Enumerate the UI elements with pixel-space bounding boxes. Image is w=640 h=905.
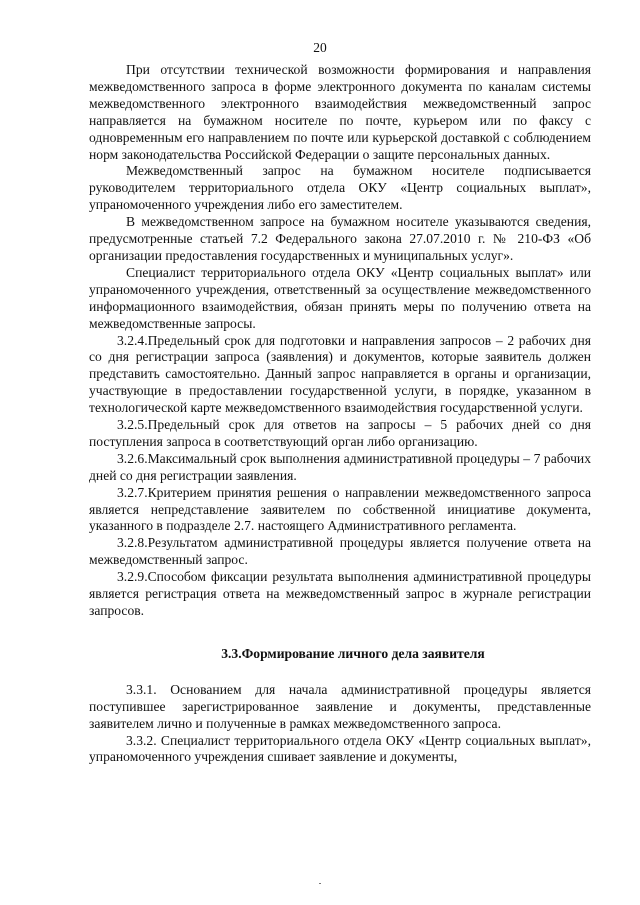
scan-speck [319,883,321,884]
paragraph-3-2-6: 3.2.6.Максимальный срок выполнения административной процедуры – 7 рабочих дней со дня регистрации заявления. [89,450,591,483]
paragraph-3-2-8: 3.2.8.Результатом административной процедуры является получение ответа на межведомственный запрос. [89,535,591,568]
page-number: 20 [313,40,327,55]
document-body [89,62,591,766]
section-heading-3-3: 3.3.Формирование личного дела заявителя [221,645,485,661]
paragraph-paper-request: При отсутствии технической возможности формирования и направления межведомственного запроса в форме электронного документа по каналам системы межведомственного электронного взаимодействия межведомственный запрос направляется на бумажном носителе по почте, курьером или по факсу с одновременным его направлением по почте или курьерской доставкой с соблюдением норм законодательства Российской Федерации о защите персональных данных. [89,62,591,162]
paragraph-3-2-9: 3.2.9.Способом фиксации результата выполнения административной процедуры является регистрация ответа на межведомственный запрос в журнале регистрации запросов. [89,569,591,618]
paragraph-request-contents: В межведомственном запросе на бумажном носителе указываются сведения, предусмотренные статьей 7.2 Федерального закона 27.07.2010 г. № 210-ФЗ «Об организации предоставления государственных и муниципальных услуг». [89,214,591,263]
paragraph-3-2-7: 3.2.7.Критерием принятия решения о направлении межведомственного запроса является непредставление заявителем по собственной инициативе документа, указанного в подразделе 2.7. настоящего Административного регламента. [89,484,591,534]
paragraph-3-3-1: 3.3.1. Основанием для начала административной процедуры является поступившее зарегистрированное заявление и документы, представленные заявителем лично и полученные в рамках межведомственного запроса. [89,681,591,731]
paragraph-3-2-4: 3.2.4.Предельный срок для подготовки и направления запросов – 2 рабочих дня со дня регистрации запроса (заявления) и документов, которые заявитель должен представить самостоятельно. Данный запрос направляется в органы и организации, участвующие в предоставлении государственной услуги, в порядке, указанном в технологической карте межведомственного взаимодействия государственной услуги. [89,332,591,416]
paragraph-3-3-2: 3.3.2. Специалист территориального отдела ОКУ «Центр социальных выплат», упраномоченного учреждения сшивает заявление и документы, [89,732,591,765]
paragraph-3-2-5: 3.2.5.Предельный срок для ответов на запросы – 5 рабочих дней со дня поступления запроса в соответствующий орган либо организацию. [89,417,591,449]
paragraph-request-signature: Межведомственный запрос на бумажном носителе подписывается руководителем территориального отдела ОКУ «Центр социальных выплат», упраномоченного учреждения либо его заместителем. [89,163,591,213]
paragraph-specialist-duty: Специалист территориального отдела ОКУ «Центр социальных выплат» или упраномоченного учреждения, ответственный за осуществление межведомственного информационного взаимодействия, обязан принять меры по получению ответа на межведомственные запросы. [89,264,591,331]
